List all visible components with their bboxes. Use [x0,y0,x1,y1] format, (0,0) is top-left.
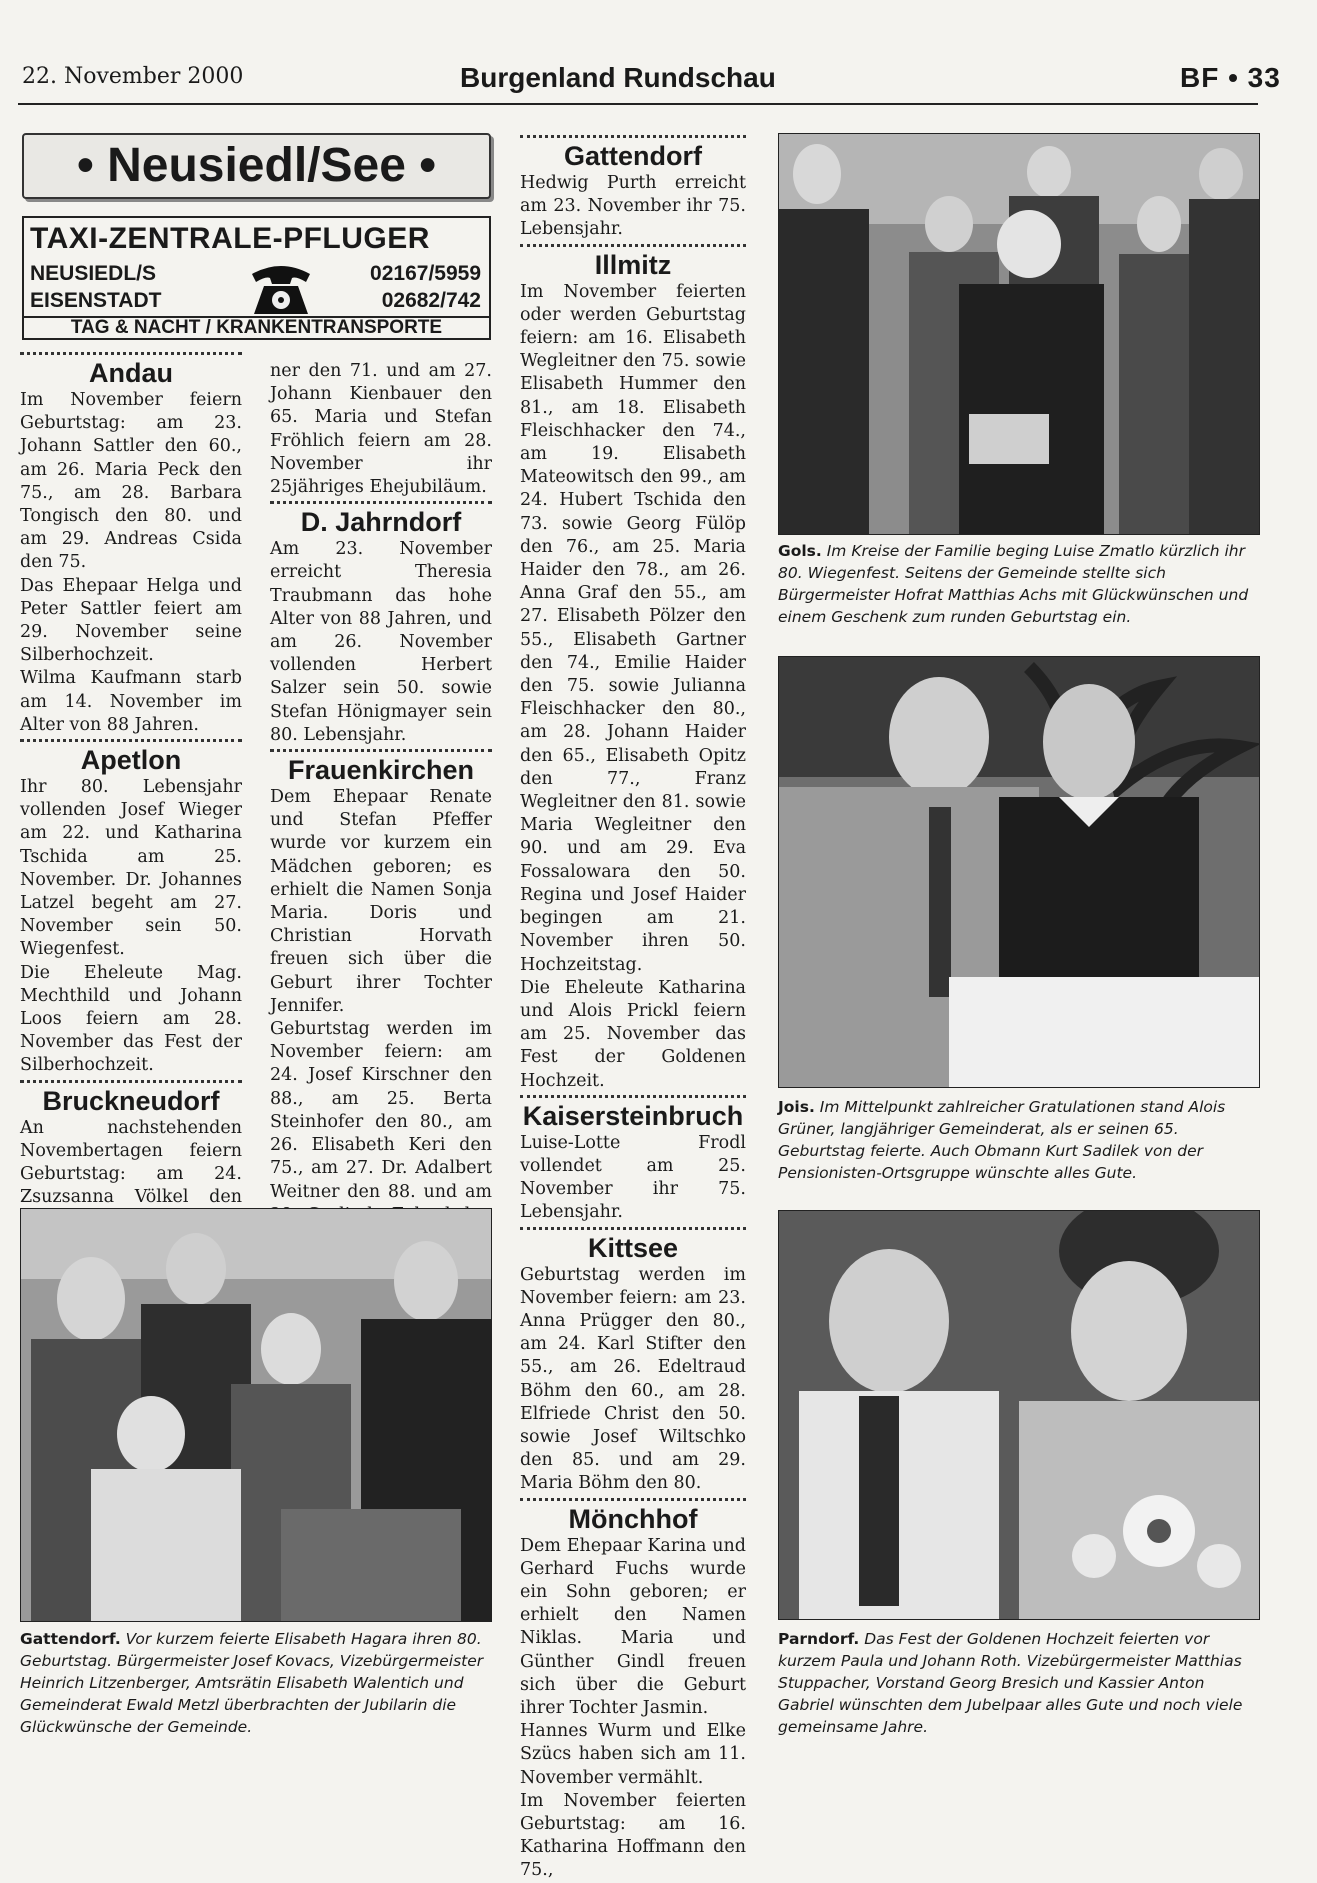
article-paragraph: Am 23. November erreicht Theresia Traubmann das hohe Alter von 88 Jahren, und am 26. November vollenden Herbert Salzer sein 50. sowie Stefan Hönigmayer sein 80. Lebensjahr. [270,539,492,745]
article-paragraph: Ihr 80. Lebensjahr vollenden Josef Wieger am 22. und Katharina Tschida am 25. November. Dr. Johannes Latzel begeht am 27. November sein 50. Wiegenfest. [20,777,242,960]
divider [520,1498,746,1501]
caption-text: Vor kurzem feierte Elisabeth Hagara ihren 80. Geburtstag. Bürgermeister Josef Kovacs, Vizebürgermeister Heinrich Litzenberger, Amtsrätin Elisabeth Walentich und Gemeinderat Ewald Metzl überbrachten der Jubilarin die Glückwünsche der Gemeinde. [20,1630,484,1736]
photo-caption [778,1628,1258,1738]
ad-place-2: EISENSTADT [30,289,162,312]
article-paragraph: Hedwig Purth erreicht am 23. November ihr 75. Lebensjahr. [520,173,746,240]
article-paragraph: Das Ehepaar Helga und Peter Sattler feiert am 29. November seine Silberhochzeit. [20,575,242,666]
section-heading: Andau [89,358,173,388]
photo-parndorf [778,1210,1260,1620]
article-paragraph: Dem Ehepaar Karina und Gerhard Fuchs wurde ein Sohn geboren; er erhielt den Namen Niklas. Maria und Günther Gindl freuen sich über die Geburt ihrer Tochter Jasmin. [520,1535,746,1718]
newspaper-title: Burgenland Rundschau [460,62,776,93]
section-heading: D. Jahrndorf [300,507,462,538]
caption-place: Gattendorf. [20,1630,121,1648]
divider [520,244,746,247]
caption-place: Parndorf. [778,1630,860,1648]
section-heading: Bruckneudorf [42,1085,220,1116]
article-paragraph: Wilma Kaufmann starb am 14. November im Alter von 88 Jahren. [20,668,242,735]
article-paragraph: Die Eheleute Mag. Mechthild und Johann Loos feiern am 28. November das Fest der Silberhochzeit. [20,962,242,1076]
article-paragraph: Hannes Wurm und Elke Szücs haben sich am 11. November vermählt. [520,1721,746,1788]
divider [520,1095,746,1098]
column-1 [20,350,242,1279]
page-number: BF • 33 [1180,62,1281,93]
section-heading: Illmitz [594,249,672,280]
photo-caption [778,1096,1258,1184]
photo-caption [778,540,1258,628]
caption-text: Im Kreise der Familie beging Luise Zmatlo kürzlich ihr 80. Wiegenfest. Seitens der Gemeinde stellte sich Bürgermeister Hofrat Matthias Achs mit Glückwünschen und einem Geschenk zum runden Geburtstag ein. [778,542,1249,626]
photo-gols-family [778,133,1260,535]
article-paragraph: Geburtstag werden im November feiern: am 23. Anna Prügger den 80., am 24. Karl Stifter den 55., am 26. Edeltraud Böhm den 60., am 28. Elfriede Christ den 50. sowie Josef Wiltschko den 85. und am 29. Maria Böhm den 80. [520,1264,746,1494]
divider [270,501,492,504]
telephone-icon [246,260,316,316]
ad-number-2: 02682/742 [381,289,481,312]
article-paragraph: Die Eheleute Katharina und Alois Prickl feiern am 25. November das Fest der Goldenen Hochzeit. [520,977,746,1091]
caption-place: Jois. [778,1098,815,1116]
article-paragraph: Im November feierten oder werden Geburtstag feiern: am 16. Elisabeth Wegleitner den 75. sowie Elisabeth Hummer den 81., am 18. Elisabeth Fleischhacker den 74., am 19. Elisabeth Mateowitsch den 99., am 24. Hubert Tschida den 73. sowie Georg Fülöp den 76., am 25. Maria Haider den 78., am 26. Anna Graf den 55., am 27. Elisabeth Pölzer den 55., Elisabeth Gartner den 74., Emilie Haider den 75. sowie Julianna Fleischhacker den 80., am 28. Johann Haider den 65., Elisabeth Opitz den 77., Franz Wegleitner den 81. sowie Maria Wegleitner den 90. und am 29. Eva Fossalowara den 50. Regina und Josef Haider begingen am 21. November ihren 50. Hochzeitstag. [520,281,746,975]
section-heading: Kaisersteinbruch [522,1100,744,1131]
divider [520,135,746,138]
section-heading: Gattendorf [564,141,702,171]
caption-place: Gols. [778,542,822,560]
article-paragraph: Luise-Lotte Frodl vollendet am 25. November ihr 75. Lebensjahr. [520,1132,746,1223]
divider [270,749,492,752]
photo-jois [778,656,1260,1088]
divider [20,739,242,742]
ad-service-line: TAG & NACHT / KRANKENTRANSPORTE [24,316,489,338]
ad-place-1: NEUSIEDL/S [30,262,157,285]
section-heading: Apetlon [80,745,182,776]
header-rule [18,103,1258,105]
issue-date: 22. November 2000 [22,64,244,89]
divider [20,352,242,355]
article-paragraph: ner den 71. und am 27. Johann Kienbauer den 65. Maria und Stefan Fröhlich feiern am 28. November ihr 25jähriges Ehejubiläum. [270,361,492,498]
ad-company-name: TAXI-ZENTRALE-PFLUGER [30,222,430,255]
column-2 [270,360,492,1250]
article-paragraph: An nachstehenden Novembertagen feiern Geburtstag: am 24. Zsuzsanna Völkel den [20,1117,242,1208]
section-heading: Mönchhof [568,1503,698,1534]
caption-text: Im Mittelpunkt zahlreicher Gratulationen stand Alois Grüner, langjähriger Gemeinderat, als er seinen 65. Geburtstag feierte. Auch Obmann Kurt Sadilek von der Pensionisten-Ortsgruppe wünschte alles Gute. [778,1098,1226,1182]
section-heading: Frauenkirchen [287,755,475,786]
article-paragraph: Im November feiern Geburtstag: am 23. Johann Sattler den 60., am 26. Maria Peck den 75., am 28. Barbara Tongisch den 80. und am 29. Andreas Csida den 75. [20,390,242,573]
ad-number-1: 02167/5959 [370,262,481,285]
article-paragraph: Dem Ehepaar Renate und Stefan Pfeffer wurde vor kurzem ein Mädchen geboren; es erhielt die Namen Sonja Maria. Doris und Christian Horvath freuen sich über die Geburt ihrer Tochter Jennifer. [270,787,492,1016]
taxi-advertisement [22,216,491,340]
caption-text: Das Fest der Goldenen Hochzeit feierten vor kurzem Paula und Johann Roth. Vizebürgermeister Matthias Stuppacher, Vorstand Georg Bresich und Kassier Anton Gabriel wünschten dem Jubelpaar alles Gute und noch viele gemeinsame Jahre. [778,1630,1243,1736]
photo-gattendorf [20,1208,492,1622]
divider [520,1227,746,1230]
article-paragraph: Geburtstag werden im November feiern: am 24. Josef Kirschner den 88., am 25. Berta Steinhofer den 80., am 26. Elisabeth Keri den 75., am 27. Dr. Adalbert Weitner den 88. und am [270,1019,492,1202]
section-heading: Kittsee [587,1232,679,1263]
column-3 [520,133,746,1883]
region-title: • Neusiedl/See • [22,133,491,199]
divider [20,1080,242,1083]
article-paragraph: Im November feierten Geburtstag: am 16. Katharina Hoffmann den 75., [520,1790,746,1881]
photo-caption [20,1628,490,1738]
